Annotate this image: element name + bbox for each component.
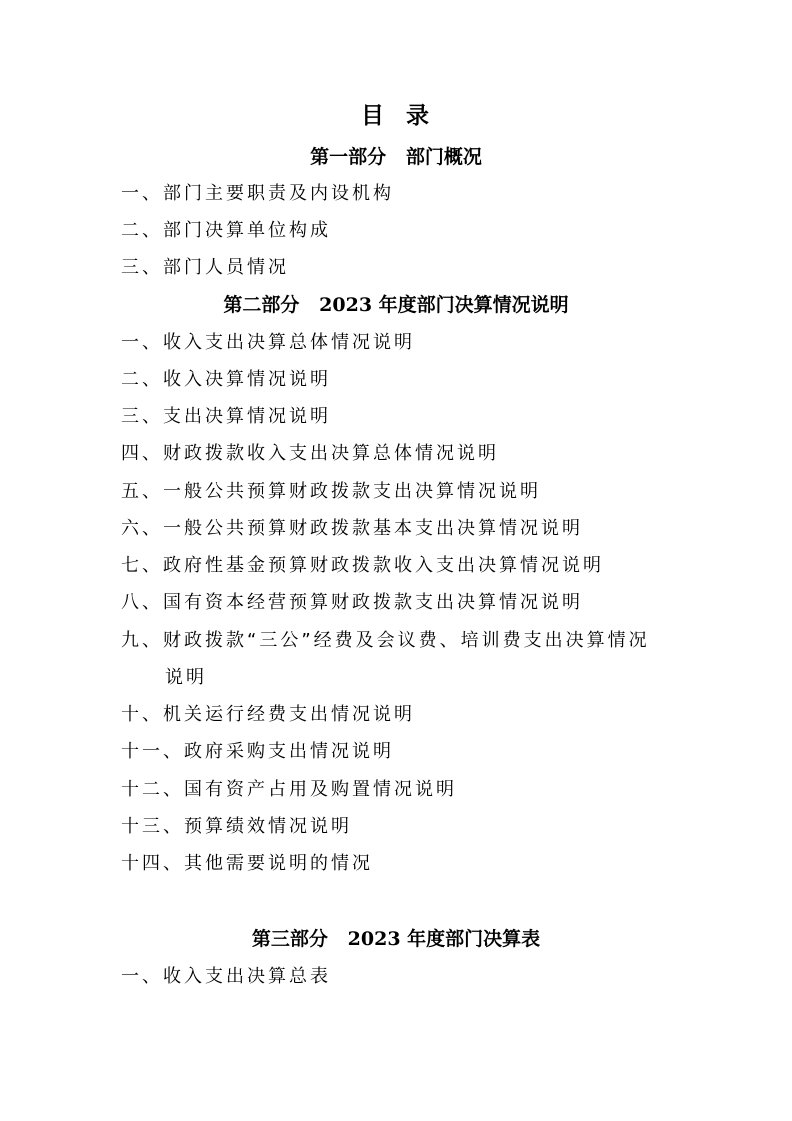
- toc-item: 十三、预算绩效情况说明: [121, 816, 352, 837]
- toc-item: 十四、其他需要说明的情况: [121, 853, 373, 874]
- toc-item: 七、政府性基金预算财政拨款收入支出决算情况说明: [121, 555, 604, 576]
- toc-item: 一、部门主要职责及内设机构: [121, 183, 394, 204]
- toc-item: 三、部门人员情况: [121, 257, 289, 278]
- part1-heading: 第一部分 部门概况: [310, 146, 482, 168]
- toc-item: 六、一般公共预算财政拨款基本支出决算情况说明: [121, 518, 583, 539]
- toc-item: 十二、国有资产占用及购置情况说明: [121, 779, 457, 800]
- toc-item: 十一、政府采购支出情况说明: [121, 741, 394, 762]
- toc-item: 八、国有资本经营预算财政拨款支出决算情况说明: [121, 592, 583, 613]
- toc-item: 十、机关运行经费支出情况说明: [121, 704, 415, 725]
- toc-item: 四、财政拨款收入支出决算总体情况说明: [121, 443, 499, 464]
- part3-heading: 第三部分 2023 年度部门决算表: [251, 928, 541, 950]
- toc-item-continuation: 说明: [165, 667, 207, 688]
- part2-heading: 第二部分 2023 年度部门决算情况说明: [223, 294, 569, 316]
- toc-item: 五、一般公共预算财政拨款支出决算情况说明: [121, 481, 541, 502]
- toc-item: 一、收入支出决算总体情况说明: [121, 332, 415, 353]
- toc-item: 三、支出决算情况说明: [121, 406, 331, 427]
- toc-item: 一、收入支出决算总表: [121, 966, 331, 987]
- toc-item: 二、部门决算单位构成: [121, 220, 331, 241]
- toc-title: 目 录: [360, 102, 431, 129]
- toc-item: 九、财政拨款“三公”经费及会议费、培训费支出决算情况: [121, 630, 650, 651]
- toc-item: 二、收入决算情况说明: [121, 369, 331, 390]
